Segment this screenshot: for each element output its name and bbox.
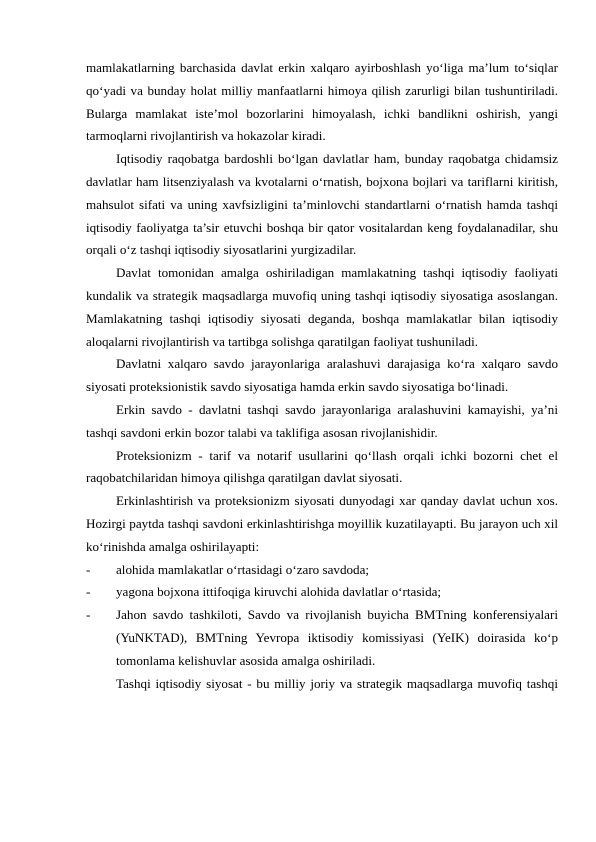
bullet-text: Jahon savdo tashkiloti, Savdo va rivojlanish buyicha BMTning konferensiyalari (YuNKTAD), BMTning Yevropa iktisodiy komissiyasi (YeIK) doirasida ko‘p tomonlama kelishuvlar asosida amalga oshiriladi.	[116, 607, 558, 668]
paragraph: Erkinlashtirish va proteksionizm siyosati dunyodagi xar qanday davlat uchun xos. Hozirgi paytda tashqi savdoni erkinlashtirishga moyillik kuzatilayapti. Bu jarayon uch xil ko‘rinishda amalga oshirilayapti:	[86, 493, 558, 554]
bullet-marker: -	[86, 607, 91, 623]
paragraph: Proteksionizm - tarif va notarif usullarini qo‘llash orqali ichki bozorni chet el raqobatchilaridan himoya qilishga qaratilgan davlat siyosati.	[86, 447, 558, 486]
paragraph: Erkin savdo - davlatni tashqi savdo jarayonlariga aralashuvini kamayishi, ya’ni tashqi savdoni erkin bozor talabi va taklifiga asosan rivojlanishidir.	[86, 401, 558, 440]
bullet-marker: -	[86, 584, 91, 600]
bullet-item	[86, 581, 558, 604]
document-page	[86, 57, 558, 695]
bullet-text: alohida mamlakatlar o‘rtasidagi o‘zaro savdoda;	[116, 561, 370, 577]
bullet-text: yagona bojxona ittifoqiga kiruvchi alohida davlatlar o‘rtasida;	[116, 584, 442, 600]
bullet-marker: -	[86, 561, 91, 577]
paragraph: Tashqi iqtisodiy siyosat - bu milliy joriy va strategik maqsadlarga muvofiq tashqi	[116, 675, 558, 691]
paragraph: mamlakatlarning barchasida davlat erkin xalqaro ayirboshlash yo‘liga ma’lum to‘siqlar qo‘yadi va bunday holat milliy manfaatlarni himoya qilish zarurligi bilan tushuntiriladi. Bularga mamlakat iste’mol bozorlarini himoyalash, ichki bandlikni oshirish, yangi tarmoqlarni rivojlantirish va hokazolar kiradi.	[86, 60, 558, 144]
bullet-item	[86, 559, 558, 582]
bullet-item	[86, 604, 558, 672]
paragraph: Davlatni xalqaro savdo jarayonlariga aralashuvi darajasiga ko‘ra xalqaro savdo siyosati proteksionistik savdo siyosatiga hamda erkin savdo siyosatiga bo‘linadi.	[86, 356, 558, 395]
paragraph: Iqtisodiy raqobatga bardoshli bo‘lgan davlatlar ham, bunday raqobatga chidamsiz davlatlar ham litsenziyalash va kvotalarni o‘rnatish, bojxona bojlari va tariflarni kiritish, mahsulot sifati va uning xavfsizligini ta’minlovchi standartlarni o‘rnatish hamda tashqi iqtisodiy faoliyatga ta’sir etuvchi boshqa bir qator vositalardan keng foydalanadilar, shu orqali o‘z tashqi iqtisodiy siyosatlarini yurgizadilar.	[86, 151, 558, 258]
paragraph: Davlat tomonidan amalga oshiriladigan mamlakatning tashqi iqtisodiy faoliyati kundalik va strategik maqsadlarga muvofiq uning tashqi iqtisodiy siyosatiga asoslangan. Mamlakatning tashqi iqtisodiy siyosati deganda, boshqa mamlakatlar bilan iqtisodiy aloqalarni rivojlantirish va tartibga solishga qaratilgan faoliyat tushuniladi.	[86, 265, 558, 349]
